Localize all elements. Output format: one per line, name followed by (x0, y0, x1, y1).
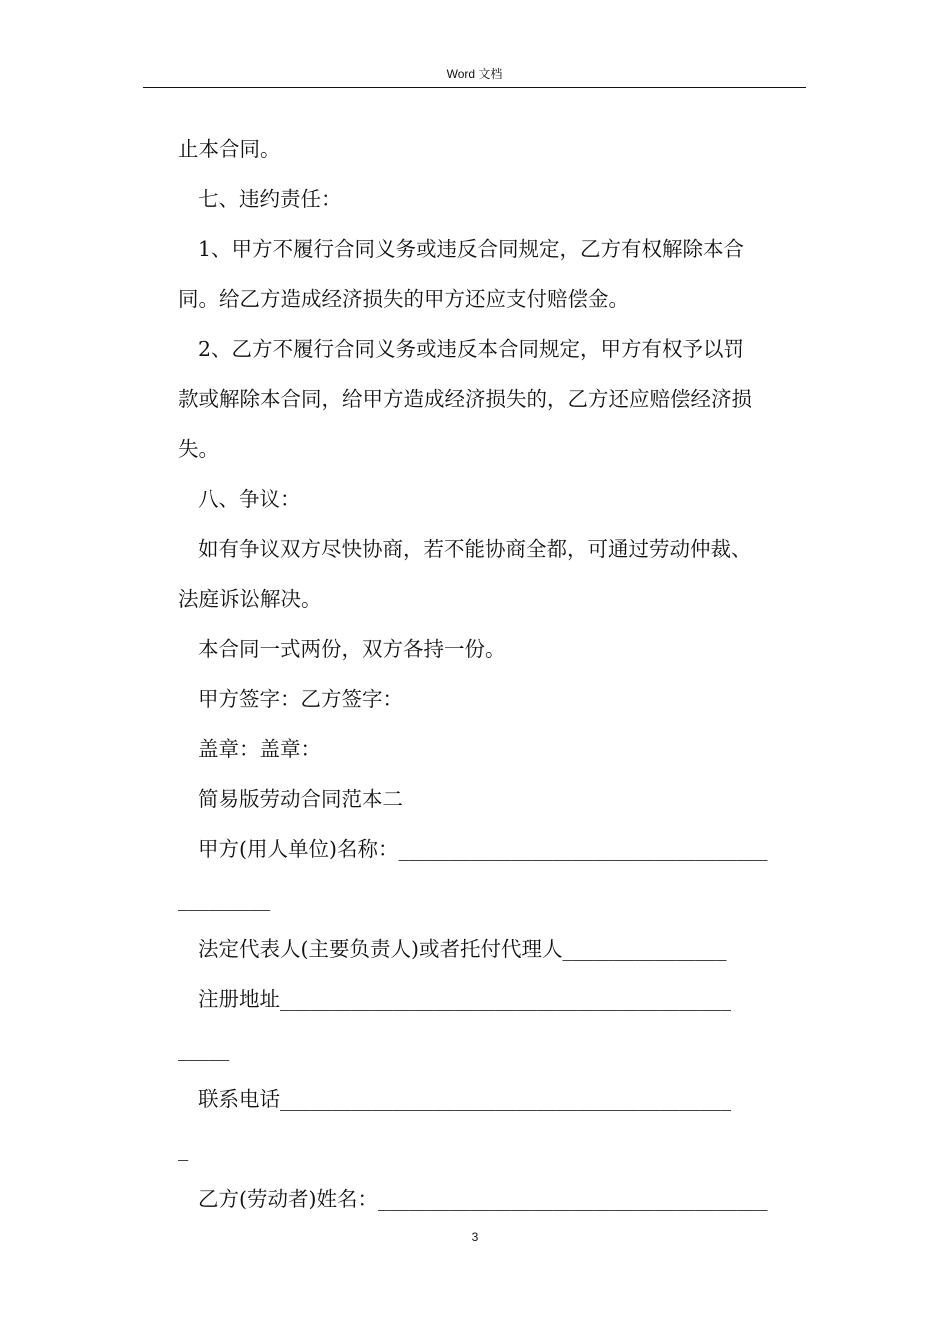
legal-representative-field: 法定代表人(主要负责人)或者托付代理人________________ (198, 937, 727, 961)
paragraph-5: 2、乙方不履行合同义务或违反本合同规定，甲方有权予以罚 (198, 337, 745, 361)
signature-line: 甲方签字：乙方签字： (198, 687, 403, 711)
header-title: Word 文档 (446, 67, 503, 81)
section-heading-8: 八、争议： (198, 487, 301, 511)
header-divider (143, 87, 806, 88)
document-body (178, 124, 804, 1224)
section-heading-7: 七、违约责任： (198, 187, 342, 211)
contact-phone-field: 联系电话____________________________________________ (198, 1087, 731, 1111)
paragraph-3: 1、甲方不履行合同义务或违反合同规定，乙方有权解除本合 (198, 237, 745, 261)
paragraph-6: 款或解除本合同，给甲方造成经济损失的，乙方还应赔偿经济损 (178, 387, 752, 411)
contact-phone-field-continued: _ (178, 1137, 189, 1161)
page-header (143, 66, 806, 88)
paragraph-10: 法庭诉讼解决。 (178, 587, 322, 611)
subtitle-template-two: 简易版劳动合同范本二 (198, 787, 403, 811)
paragraph-11: 本合同一式两份，双方各持一份。 (198, 637, 506, 661)
page-number: 3 (471, 1230, 479, 1244)
paragraph-7: 失。 (178, 437, 219, 461)
employee-name-field: 乙方(劳动者)姓名：______________________________________ (198, 1187, 768, 1211)
registered-address-field-continued: _____ (178, 1037, 230, 1061)
employer-name-field: 甲方(用人单位)名称：____________________________________ (198, 837, 768, 861)
paragraph-9: 如有争议双方尽快协商，若不能协商全都，可通过劳动仲裁、 (198, 537, 752, 561)
paragraph-1: 止本合同。 (178, 137, 281, 161)
registered-address-field: 注册地址____________________________________________ (198, 987, 731, 1011)
employer-name-field-continued: _________ (178, 887, 271, 911)
seal-line: 盖章：盖章： (198, 737, 321, 761)
paragraph-4: 同。给乙方造成经济损失的甲方还应支付赔偿金。 (178, 287, 629, 311)
